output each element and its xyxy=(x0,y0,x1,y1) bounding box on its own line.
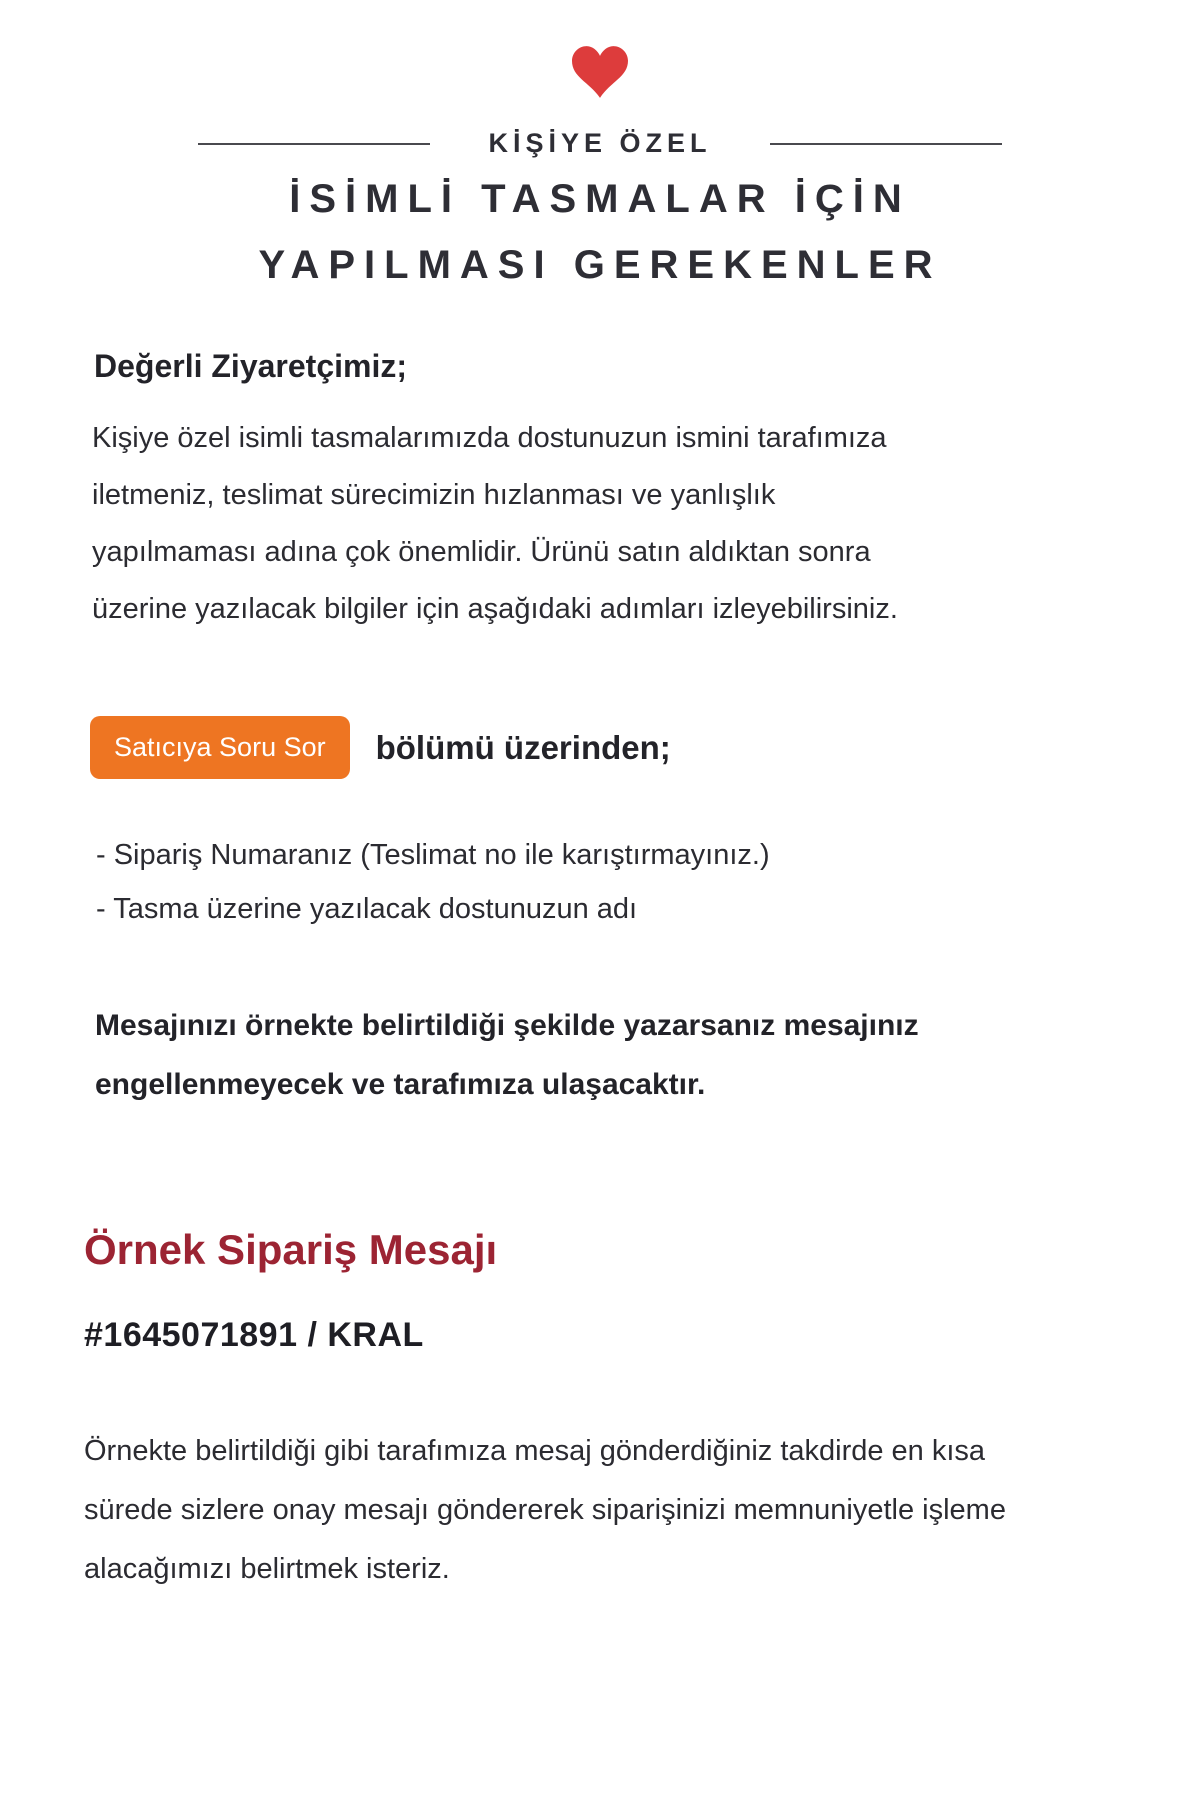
example-heading: Örnek Sipariş Mesajı xyxy=(84,1226,498,1273)
page-title-line1: İSİMLİ TASMALAR İÇİN xyxy=(289,177,911,221)
page-title-line2: YAPILMASI GEREKENLER xyxy=(258,243,942,287)
heart-icon xyxy=(0,46,1200,103)
steps-list xyxy=(96,828,770,936)
page-title xyxy=(0,166,1200,298)
message-format-note: Mesajınızı örnekte belirtildiği şekilde yazarsanız mesajınız engellenmeyecek ve tarafımıza ulaşacaktır. xyxy=(95,1009,919,1101)
list-item-order-number: - Sipariş Numaranız (Teslimat no ile karıştırmayınız.) xyxy=(96,839,770,871)
instruction-row xyxy=(90,716,671,779)
divider-line-right xyxy=(770,143,1002,145)
eyebrow-row xyxy=(0,128,1200,159)
example-order-message: #1645071891 / KRAL xyxy=(84,1316,424,1354)
list-item-pet-name: - Tasma üzerine yazılacak dostunuzun adı xyxy=(96,893,638,925)
ask-seller-button[interactable]: Satıcıya Soru Sor xyxy=(90,716,350,779)
intro-paragraph: Kişiye özel isimli tasmalarımızda dostunuzun ismini tarafımıza iletmeniz, teslimat sürecimizin hızlanması ve yanlışlık yapılmaması adına çok önemlidir. Ürünü satın aldıktan sonra üzerine yazılacak bilgiler için aşağıdaki adımları izleyebilirsiniz. xyxy=(92,422,898,625)
divider-line-left xyxy=(198,143,430,145)
greeting-heading: Değerli Ziyaretçimiz; xyxy=(94,348,407,384)
eyebrow-label: KİŞİYE ÖZEL xyxy=(488,128,712,158)
after-button-label: bölümü üzerinden; xyxy=(375,728,671,766)
closing-paragraph: Örnekte belirtildiği gibi tarafımıza mesaj gönderdiğiniz takdirde en kısa sürede sizlere onay mesajı göndererek siparişinizi memnuniyetle işleme alacağımızı belirtmek isteriz. xyxy=(84,1435,1006,1585)
